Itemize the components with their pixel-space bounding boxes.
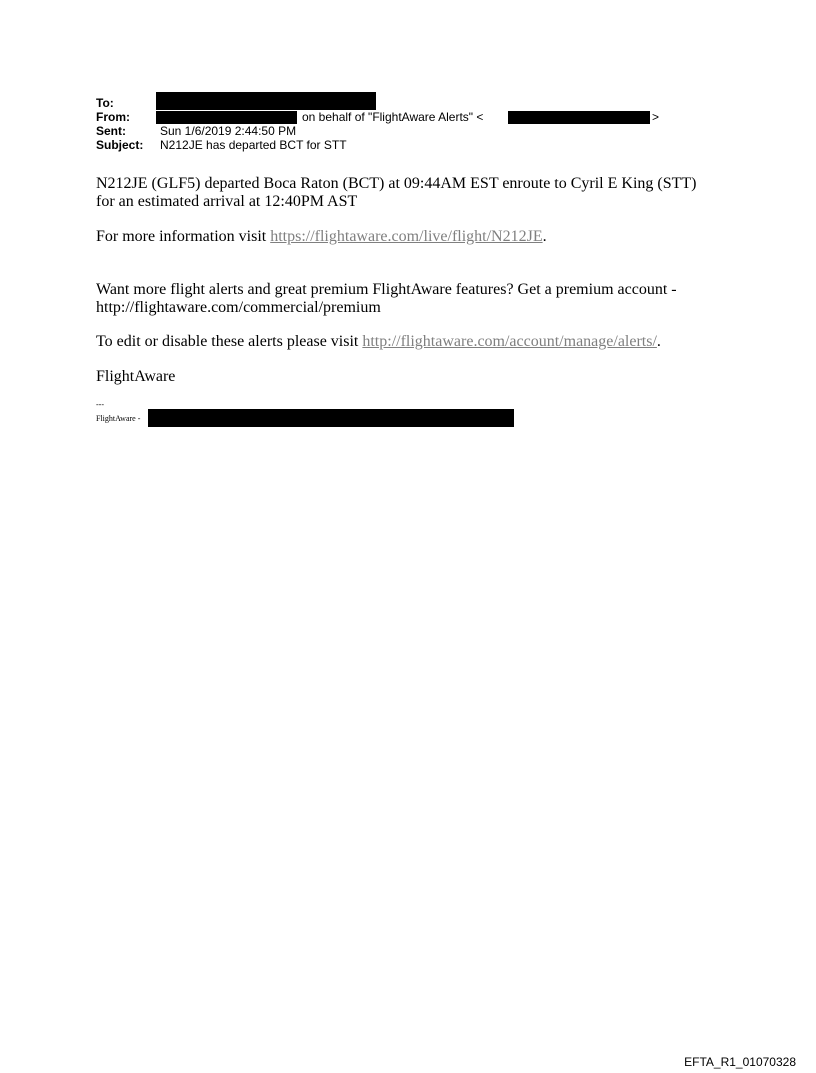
sent-value: Sun 1/6/2019 2:44:50 PM [160, 124, 297, 138]
sent-label: Sent: [96, 124, 126, 138]
subject-value: N212JE has departed BCT for STT [160, 138, 347, 152]
subject-label: Subject: [96, 138, 144, 152]
departure-line-2: for an estimated arrival at 12:40PM AST [96, 193, 358, 210]
premium-line-2: http://flightaware.com/commercial/premium [96, 299, 381, 316]
email-header [96, 96, 736, 152]
more-info-paragraph [96, 228, 716, 246]
document-id: EFTA_R1_01070328 [684, 1055, 796, 1069]
to-row [96, 96, 736, 110]
signoff: FlightAware [96, 368, 176, 385]
to-label: To: [96, 96, 114, 110]
from-label: From: [96, 110, 130, 124]
signature-dashes: --- [96, 400, 104, 409]
premium-line-1: Want more flight alerts and great premium FlightAware features? Get a premium account - [96, 281, 677, 298]
more-info-prefix: For more information visit [96, 228, 271, 245]
departure-line-1: N212JE (GLF5) departed Boca Raton (BCT) at 09:44AM EST enroute to Cyril E King (STT) [96, 175, 697, 192]
manage-alerts-link[interactable]: http://flightaware.com/account/manage/alerts/ [362, 333, 657, 350]
sent-row [96, 124, 736, 138]
redacted-from-address [508, 111, 650, 124]
from-on-behalf-text: on behalf of "FlightAware Alerts" < [302, 110, 484, 124]
departure-paragraph [96, 175, 716, 211]
redacted-signature [148, 409, 514, 427]
signature-text: FlightAware - [96, 414, 141, 423]
redacted-to-address [156, 92, 376, 110]
more-info-suffix: . [542, 228, 547, 245]
flight-tracking-link[interactable]: https://flightaware.com/live/flight/N212JE [270, 228, 543, 245]
edit-suffix: . [656, 333, 661, 350]
subject-row [96, 138, 736, 152]
redacted-from-sender [156, 111, 297, 124]
from-close-bracket: > [652, 110, 660, 124]
edit-prefix: To edit or disable these alerts please visit [96, 333, 363, 350]
edit-alerts-paragraph [96, 333, 716, 351]
premium-paragraph [96, 281, 716, 317]
from-row [96, 110, 736, 124]
